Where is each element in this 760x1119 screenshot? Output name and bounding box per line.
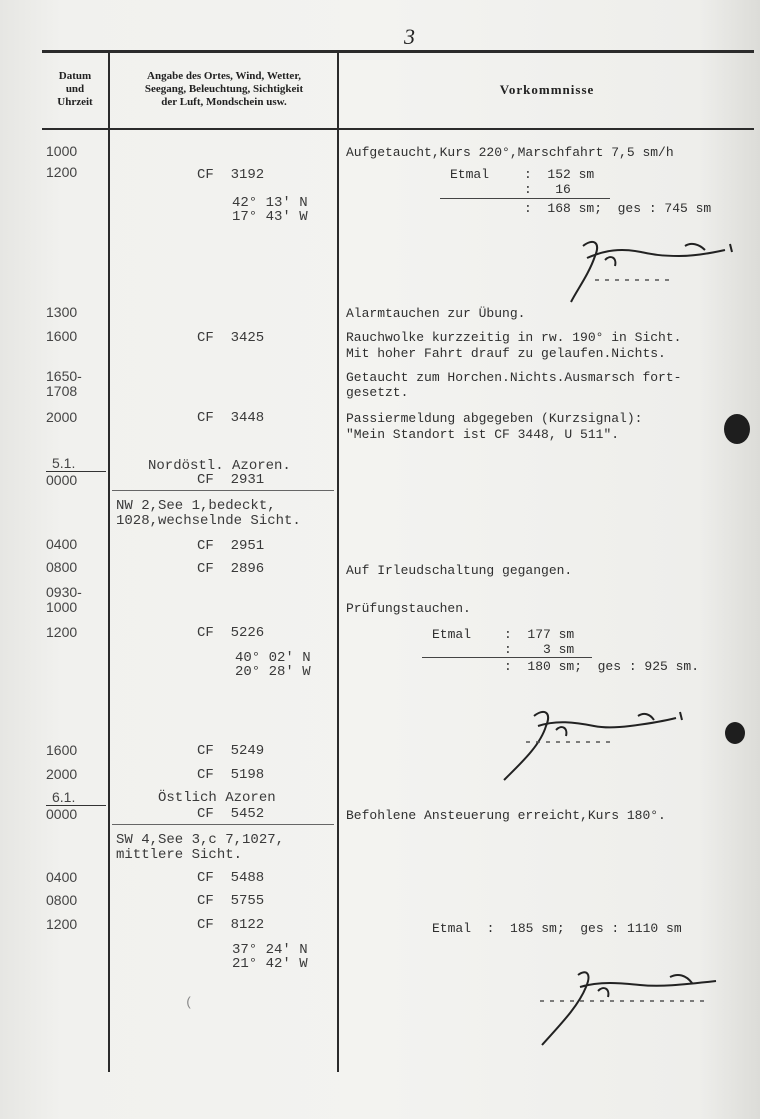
etmal-1-line-1: : 152 sm bbox=[524, 167, 595, 182]
etmal-1-label: Etmal bbox=[450, 167, 490, 182]
header-location-line-1: Angabe des Ortes, Wind, Wetter, bbox=[147, 70, 301, 82]
grid-position-5488: CF 5488 bbox=[197, 870, 265, 886]
latitude-3: 37° 24' N bbox=[232, 942, 308, 958]
time-1000: 1000 bbox=[46, 143, 78, 159]
grid-position-5755: CF 5755 bbox=[197, 893, 265, 909]
grid-position-3192: CF 3192 bbox=[197, 167, 265, 183]
top-rule bbox=[42, 50, 754, 53]
date-5-1: 5.1. bbox=[52, 455, 76, 471]
event-test-dive: Prüfungstauchen. bbox=[346, 601, 471, 616]
time-1300: 1300 bbox=[46, 304, 78, 320]
time-1600-b: 1600 bbox=[46, 742, 78, 758]
signature-2 bbox=[490, 702, 690, 782]
time-0800-a: 0800 bbox=[46, 559, 78, 575]
stray-mark: ( bbox=[185, 995, 193, 1010]
column-divider-1 bbox=[108, 52, 110, 1072]
etmal-1-sum-line bbox=[440, 198, 610, 199]
event-listen-dive-line-1: Getaucht zum Horchen.Nichts.Ausmarsch fort- bbox=[346, 370, 682, 385]
area-northeast-azores: Nordöstl. Azoren. bbox=[148, 458, 291, 474]
header-location-line-3: der Luft, Mondschein usw. bbox=[161, 96, 287, 108]
etmal-2-label: Etmal bbox=[432, 627, 472, 642]
weather-1-line-1: NW 2,See 1,bedeckt, bbox=[116, 498, 276, 514]
time-0400-b: 0400 bbox=[46, 869, 78, 885]
time-1200-b: 1200 bbox=[46, 624, 78, 640]
time-0930: 0930- bbox=[46, 584, 82, 600]
longitude-3: 21° 42' W bbox=[232, 956, 308, 972]
time-1708: 1708 bbox=[46, 383, 78, 399]
event-listen-dive-line-2: gesetzt. bbox=[346, 385, 409, 400]
time-1600-a: 1600 bbox=[46, 328, 78, 344]
event-passing-report-line-2: "Mein Standort ist CF 3448, U 511". bbox=[346, 427, 620, 442]
event-surfaced: Aufgetaucht,Kurs 220°,Marschfahrt 7,5 sm/h bbox=[346, 145, 674, 160]
ink-blot-1 bbox=[724, 414, 750, 444]
etmal-2-line-1: : 177 sm bbox=[504, 627, 575, 642]
time-0400-a: 0400 bbox=[46, 536, 78, 552]
time-0000-a: 0000 bbox=[46, 472, 78, 488]
time-0000-b: 0000 bbox=[46, 806, 78, 822]
time-1200-c: 1200 bbox=[46, 916, 78, 932]
header-date-line: Datum bbox=[58, 70, 92, 82]
grid-position-3448: CF 3448 bbox=[197, 410, 265, 426]
event-passing-report-line-1: Passiermeldung abgegeben (Kurzsignal): bbox=[346, 411, 643, 426]
longitude-1: 17° 43' W bbox=[232, 209, 308, 225]
etmal-1-line-2: : 16 bbox=[524, 182, 571, 197]
event-switch: Auf Irleudschaltung gegangen. bbox=[346, 563, 573, 578]
event-smoke-line-1: Rauchwolke kurzzeitig in rw. 190° in Sicht. bbox=[346, 330, 682, 345]
header-und-line: und bbox=[65, 83, 85, 95]
page-number: 3 bbox=[404, 24, 415, 49]
grid-position-5226: CF 5226 bbox=[197, 625, 265, 641]
event-alarm-dive: Alarmtauchen zur Übung. bbox=[346, 306, 526, 321]
grid-position-8122: CF 8122 bbox=[197, 917, 265, 933]
weather-1-line-2: 1028,wechselnde Sicht. bbox=[116, 513, 301, 529]
time-0800-b: 0800 bbox=[46, 892, 78, 908]
weather-2-line-1: SW 4,See 3,c 7,1027, bbox=[116, 832, 285, 848]
time-1200-a: 1200 bbox=[46, 164, 78, 180]
weather-1-rule bbox=[112, 490, 334, 491]
header-events: Vorkommnisse bbox=[499, 82, 595, 97]
header-location-weather bbox=[112, 70, 336, 109]
latitude-2: 40° 02' N bbox=[235, 650, 311, 666]
grid-position-2951: CF 2951 bbox=[197, 538, 265, 554]
signature-3 bbox=[520, 965, 720, 1050]
weather-2-rule bbox=[112, 824, 334, 825]
header-bottom-rule bbox=[42, 128, 754, 130]
event-smoke-line-2: Mit hoher Fahrt drauf zu gelaufen.Nichts. bbox=[346, 346, 666, 361]
etmal-2-total: : 180 sm; ges : 925 sm. bbox=[504, 659, 700, 674]
longitude-2: 20° 28' W bbox=[235, 664, 311, 680]
signature-1 bbox=[555, 228, 745, 308]
time-2000-a: 2000 bbox=[46, 409, 78, 425]
time-2000-b: 2000 bbox=[46, 766, 78, 782]
date-6-1: 6.1. bbox=[52, 789, 76, 805]
grid-position-3425: CF 3425 bbox=[197, 330, 265, 346]
grid-position-5249: CF 5249 bbox=[197, 743, 265, 759]
header-date-time bbox=[42, 70, 108, 109]
grid-position-2931: CF 2931 bbox=[197, 472, 265, 488]
grid-position-2896: CF 2896 bbox=[197, 561, 265, 577]
time-1000-b: 1000 bbox=[46, 599, 78, 615]
latitude-1: 42° 13' N bbox=[232, 195, 308, 211]
etmal-3: Etmal : 185 sm; ges : 1110 sm bbox=[432, 921, 682, 936]
event-ordered-position: Befohlene Ansteuerung erreicht,Kurs 180°. bbox=[346, 808, 666, 823]
column-divider-2 bbox=[337, 52, 339, 1072]
time-1650: 1650- bbox=[46, 368, 82, 384]
header-time-line: Uhrzeit bbox=[57, 96, 93, 108]
header-location-line-2: Seegang, Beleuchtung, Sichtigkeit bbox=[144, 83, 304, 95]
ink-blot-2 bbox=[725, 722, 745, 744]
etmal-2-sum-line bbox=[422, 657, 592, 658]
area-east-azores: Östlich Azoren bbox=[158, 790, 276, 806]
grid-position-5452: CF 5452 bbox=[197, 806, 265, 822]
etmal-2-line-2: : 3 sm bbox=[504, 642, 575, 657]
etmal-1-total: : 168 sm; ges : 745 sm bbox=[524, 201, 712, 216]
grid-position-5198: CF 5198 bbox=[197, 767, 265, 783]
weather-2-line-2: mittlere Sicht. bbox=[116, 847, 243, 863]
